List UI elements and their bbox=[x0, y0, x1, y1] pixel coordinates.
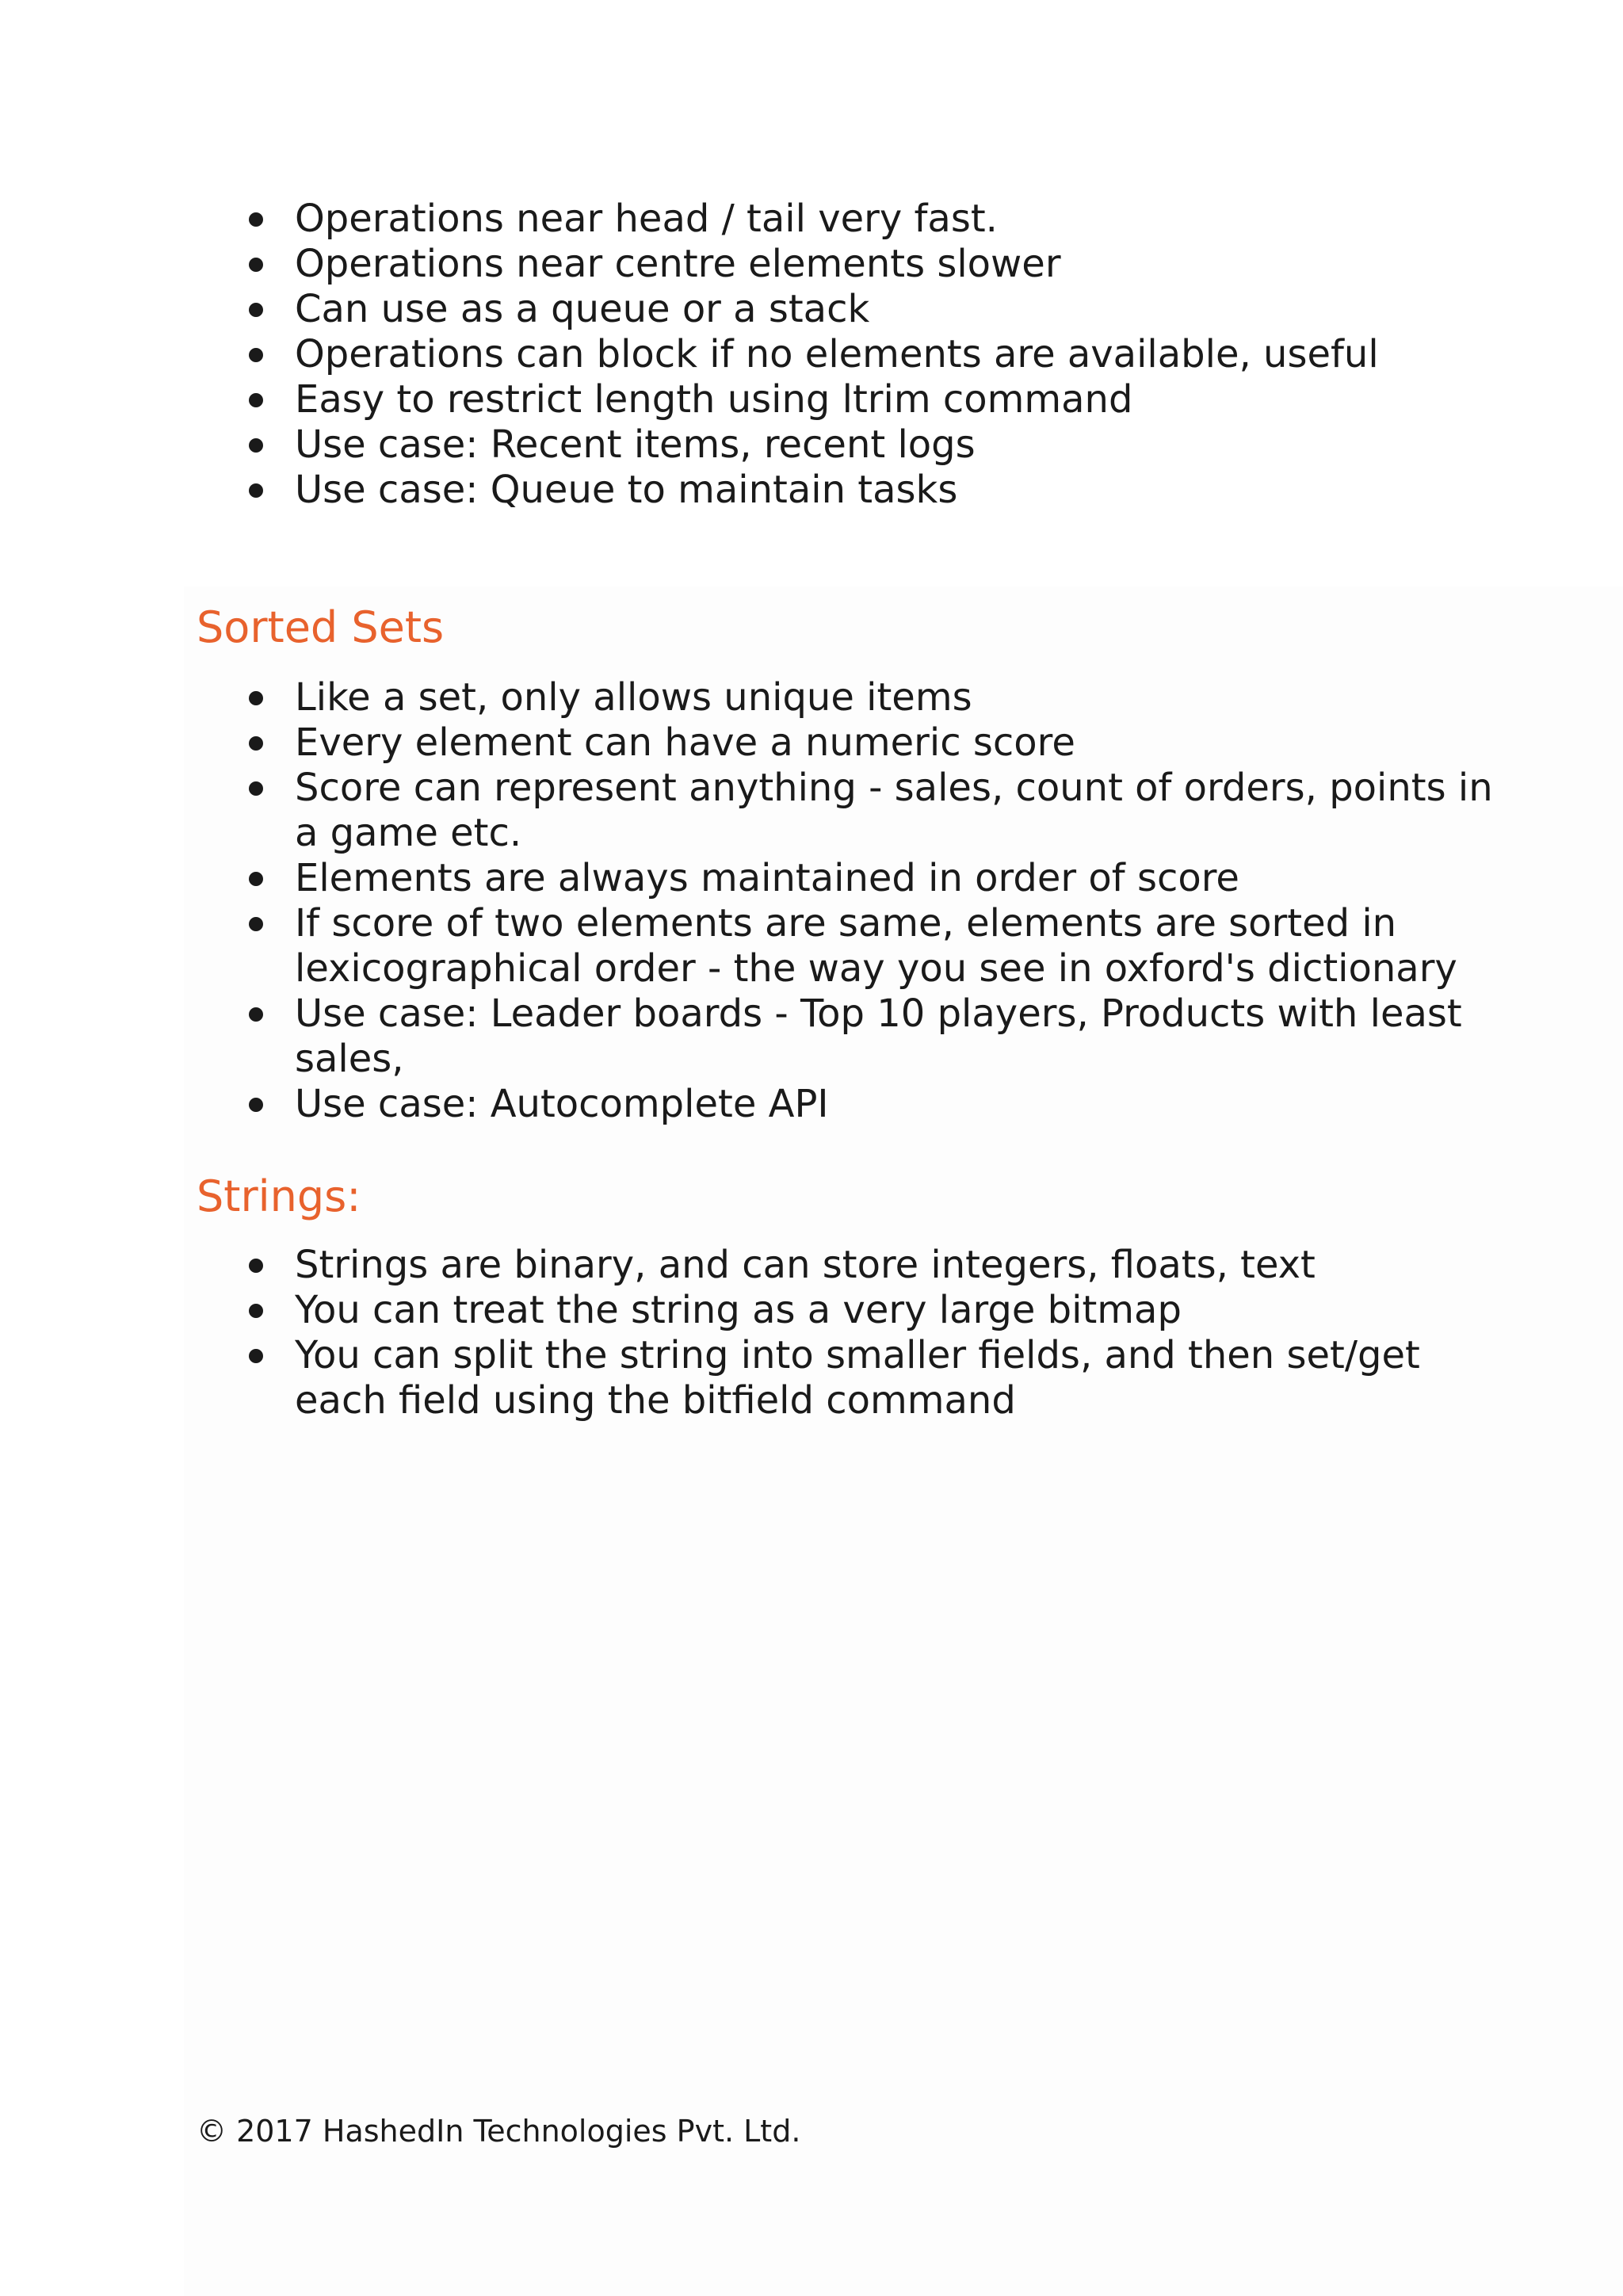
list-item-text: Can use as a queue or a stack bbox=[295, 287, 870, 331]
bullet-dot-icon bbox=[249, 1349, 263, 1363]
bullet-dot-icon bbox=[249, 1259, 263, 1273]
list-item-text: Use case: Autocomplete API bbox=[295, 1082, 829, 1126]
bullet-dot-icon bbox=[249, 917, 263, 931]
list-item-text: Easy to restrict length using ltrim command bbox=[295, 377, 1133, 422]
bullet-dot-icon bbox=[249, 303, 263, 317]
list-item bbox=[197, 422, 1433, 468]
bullet-dot-icon bbox=[249, 872, 263, 886]
bullet-dot-icon bbox=[249, 1304, 263, 1318]
list-item bbox=[197, 1288, 1433, 1333]
list-item bbox=[197, 1333, 1433, 1423]
bullet-dot-icon bbox=[249, 483, 263, 498]
list-item-text: each field using the bitfield command bbox=[295, 1378, 1016, 1423]
list-item bbox=[197, 468, 1433, 513]
list-item-text: a game etc. bbox=[295, 811, 522, 855]
footer-copyright: © 2017 HashedIn Technologies Pvt. Ltd. bbox=[197, 2114, 801, 2149]
bullet-dot-icon bbox=[249, 212, 263, 227]
bullet-dot-icon bbox=[249, 691, 263, 705]
lists-bullet-list bbox=[197, 197, 1433, 513]
list-item-text: Elements are always maintained in order of score bbox=[295, 856, 1239, 900]
list-item-text: sales, bbox=[295, 1037, 404, 1081]
list-item-text: Strings are binary, and can store integers, floats, text bbox=[295, 1243, 1316, 1287]
list-item-text: Operations near head / tail very fast. bbox=[295, 197, 998, 241]
list-item-text: Use case: Recent items, recent logs bbox=[295, 422, 976, 467]
list-item-text: lexicographical order - the way you see in oxford's dictionary bbox=[295, 946, 1457, 991]
list-item bbox=[197, 377, 1433, 422]
bullet-dot-icon bbox=[249, 438, 263, 453]
list-item bbox=[197, 1243, 1433, 1288]
list-item bbox=[197, 675, 1433, 720]
list-item-text: Operations near centre elements slower bbox=[295, 242, 1061, 286]
list-item bbox=[197, 287, 1433, 332]
list-item-text: Operations can block if no elements are available, useful bbox=[295, 332, 1379, 376]
list-item-text: Score can represent anything - sales, count of orders, points in bbox=[295, 766, 1493, 810]
strings-section bbox=[197, 1243, 1433, 1423]
list-item-text: Use case: Leader boards - Top 10 players, Products with least bbox=[295, 991, 1462, 1036]
list-item bbox=[197, 1082, 1433, 1127]
list-item-text: You can split the string into smaller fields, and then set/get bbox=[295, 1333, 1420, 1377]
list-item-text: Every element can have a numeric score bbox=[295, 720, 1075, 765]
sorted-sets-bullet-list bbox=[197, 675, 1493, 1127]
bullet-dot-icon bbox=[249, 393, 263, 407]
list-item bbox=[197, 720, 1433, 766]
list-item bbox=[197, 856, 1433, 901]
list-item bbox=[197, 242, 1433, 287]
lists-section bbox=[197, 197, 1433, 513]
list-item-text: Use case: Queue to maintain tasks bbox=[295, 468, 958, 512]
bullet-dot-icon bbox=[249, 781, 263, 796]
list-item bbox=[197, 766, 1493, 856]
strings-bullet-list bbox=[197, 1243, 1433, 1423]
bullet-dot-icon bbox=[249, 1098, 263, 1112]
bullet-dot-icon bbox=[249, 258, 263, 272]
list-item bbox=[197, 197, 1433, 242]
bullet-dot-icon bbox=[249, 736, 263, 751]
list-item bbox=[197, 332, 1433, 377]
bullet-dot-icon bbox=[249, 1007, 263, 1022]
list-item-text: You can treat the string as a very large bitmap bbox=[295, 1288, 1182, 1332]
bullet-dot-icon bbox=[249, 348, 263, 362]
list-item bbox=[197, 991, 1462, 1082]
sorted-sets-heading: Sorted Sets bbox=[197, 602, 445, 652]
strings-heading: Strings: bbox=[197, 1171, 361, 1221]
list-item bbox=[197, 901, 1457, 991]
list-item-text: Like a set, only allows unique items bbox=[295, 675, 972, 720]
sorted-sets-section bbox=[197, 675, 1493, 1127]
list-item-text: If score of two elements are same, elements are sorted in bbox=[295, 901, 1397, 946]
